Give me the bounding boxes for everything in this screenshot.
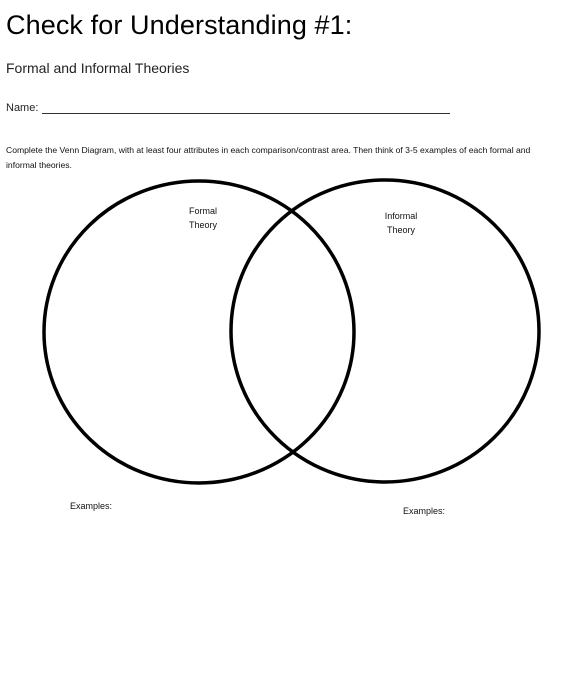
name-field-row [6, 102, 450, 114]
page-title: Check for Understanding #1: [6, 10, 353, 40]
page-subtitle: Formal and Informal Theories [6, 60, 190, 76]
informal-theory-label: Informal Theory [384, 211, 418, 235]
formal-examples-label: Examples: [70, 501, 113, 511]
formal-theory-label: Formal Theory [188, 206, 217, 230]
instructions-text: Complete the Venn Diagram, with at least four attributes in each comparison/contrast area. Then think of 3-5 examples of each formal and informal theories. [6, 145, 531, 170]
informal-examples-label: Examples: [403, 506, 446, 516]
name-input-line[interactable] [42, 102, 450, 114]
name-label: Name: [6, 102, 39, 114]
